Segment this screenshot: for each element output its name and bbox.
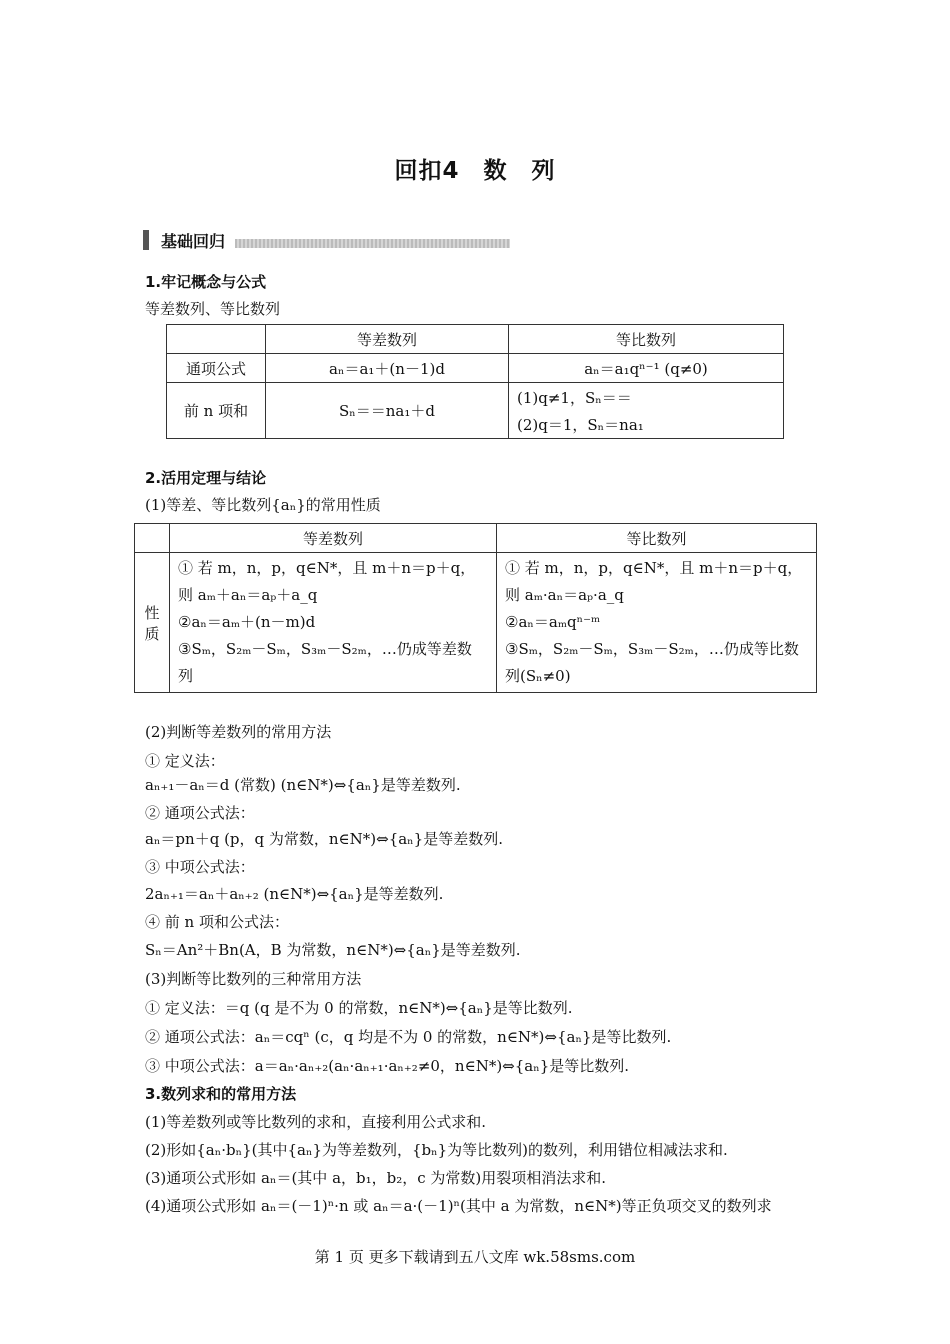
body-line: ① 定义法：＝q (q 是不为 0 的常数，n∈N*)⇔{aₙ}是等比数列. bbox=[145, 999, 573, 1017]
cell-line: ① 若 m，n，p，q∈N*，且 m＋n＝p＋q， bbox=[178, 559, 476, 577]
cell-line: 列(Sₙ≠0) bbox=[505, 667, 571, 685]
heading-3: 3.数列求和的常用方法 bbox=[145, 1085, 297, 1103]
body-line: ④ 前 n 项和公式法： bbox=[145, 913, 289, 931]
table-cell: 前 n 项和 bbox=[167, 383, 266, 439]
cell-line: 则 aₘ＋aₙ＝aₚ＋a_q bbox=[178, 586, 318, 604]
heading-1: 1.牢记概念与公式 bbox=[145, 273, 267, 291]
table-header-cell bbox=[135, 524, 170, 553]
table-row bbox=[167, 354, 784, 383]
body-line: aₙ₊₁－aₙ＝d (常数) (n∈N*)⇔{aₙ}是等差数列. bbox=[145, 776, 461, 794]
section-label: 基础回归 bbox=[161, 231, 226, 251]
body-line: ③ 中项公式法：a＝aₙ·aₙ₊₂(aₙ·aₙ₊₁·aₙ₊₂≠0，n∈N*)⇔{aₙ}是等比数列. bbox=[145, 1057, 630, 1075]
body-line: (2)形如{aₙ·bₙ}(其中{aₙ}为等差数列，{bₙ}为等比数列)的数列，利用错位相减法求和. bbox=[145, 1141, 728, 1159]
cell-line: ① 若 m，n，p，q∈N*，且 m＋n＝p＋q， bbox=[505, 559, 803, 577]
body-line: (4)通项公式形如 aₙ＝(－1)ⁿ·n 或 aₙ＝a·(－1)ⁿ(其中 a 为常数，n∈N*)等正负项交叉的数列求 bbox=[145, 1197, 772, 1215]
table-cell: aₙ＝a₁＋(n－1)d bbox=[266, 354, 509, 383]
table-cell bbox=[509, 383, 784, 439]
table-cell: 通项公式 bbox=[167, 354, 266, 383]
table-cell bbox=[135, 553, 170, 693]
body-line: 2aₙ₊₁＝aₙ＋aₙ₊₂ (n∈N*)⇔{aₙ}是等差数列. bbox=[145, 885, 444, 903]
table-row bbox=[167, 383, 784, 439]
table-header-row bbox=[135, 524, 817, 553]
body-line: ③ 中项公式法： bbox=[145, 858, 255, 876]
table-header-row bbox=[167, 325, 784, 354]
cell-line: (1)q≠1，Sₙ＝＝ bbox=[517, 388, 632, 407]
table-header-cell: 等差数列 bbox=[170, 524, 497, 553]
cell-line: 则 aₘ·aₙ＝aₚ·a_q bbox=[505, 586, 624, 604]
page-footer: 第 1 页 更多下载请到五八文库 wk.58sms.com bbox=[314, 1248, 636, 1266]
table-header-cell: 等差数列 bbox=[266, 325, 509, 354]
body-line: ② 通项公式法： bbox=[145, 804, 255, 822]
side-label: 质 bbox=[144, 624, 160, 643]
table-cell bbox=[170, 553, 497, 693]
body-line: ① 定义法： bbox=[145, 752, 225, 770]
body-line: (1)等差数列或等比数列的求和，直接利用公式求和. bbox=[145, 1113, 487, 1131]
cell-line: ③Sₘ，S₂ₘ－Sₘ，S₃ₘ－S₂ₘ，…仍成等差数 bbox=[178, 640, 472, 658]
table-cell: aₙ＝a₁qⁿ⁻¹ (q≠0) bbox=[509, 354, 784, 383]
section-marker-bar bbox=[143, 230, 149, 250]
body-line: ② 通项公式法：aₙ＝cqⁿ (c，q 均是不为 0 的常数，n∈N*)⇔{aₙ}是等比数列. bbox=[145, 1028, 672, 1046]
subheading-1: 等差数列、等比数列 bbox=[145, 300, 281, 318]
table-header-cell: 等比数列 bbox=[509, 325, 784, 354]
section-header bbox=[143, 228, 510, 252]
cell-line: ②aₙ＝aₘ＋(n－m)d bbox=[178, 613, 316, 631]
body-line: (3)通项公式形如 aₙ＝(其中 a，b₁，b₂，c 为常数)用裂项相消法求和. bbox=[145, 1169, 607, 1187]
table-cell bbox=[497, 553, 817, 693]
table-row bbox=[135, 553, 817, 693]
body-line: (2)判断等差数列的常用方法 bbox=[145, 723, 332, 741]
side-label: 性 bbox=[144, 603, 160, 622]
properties-table bbox=[134, 523, 817, 693]
cell-line: (2)q＝1，Sₙ＝na₁ bbox=[517, 415, 644, 434]
cell-line: 列 bbox=[178, 667, 194, 685]
body-line: (3)判断等比数列的三种常用方法 bbox=[145, 970, 362, 988]
table-header-cell: 等比数列 bbox=[497, 524, 817, 553]
table-cell: Sₙ＝＝na₁＋d bbox=[266, 383, 509, 439]
page-title: 回扣4 数 列 bbox=[394, 158, 556, 184]
cell-line: ③Sₘ，S₂ₘ－Sₘ，S₃ₘ－S₂ₘ，…仍成等比数 bbox=[505, 640, 799, 658]
body-line: Sₙ＝An²＋Bn(A，B 为常数，n∈N*)⇔{aₙ}是等差数列. bbox=[145, 941, 521, 959]
section-rule bbox=[235, 239, 510, 248]
body-line: aₙ＝pn＋q (p，q 为常数，n∈N*)⇔{aₙ}是等差数列. bbox=[145, 830, 503, 848]
heading-2: 2.活用定理与结论 bbox=[145, 469, 267, 487]
table-header-cell bbox=[167, 325, 266, 354]
subheading-2: (1)等差、等比数列{aₙ}的常用性质 bbox=[145, 496, 381, 514]
cell-line: ②aₙ＝aₘqⁿ⁻ᵐ bbox=[505, 613, 601, 631]
formula-table bbox=[166, 324, 784, 439]
